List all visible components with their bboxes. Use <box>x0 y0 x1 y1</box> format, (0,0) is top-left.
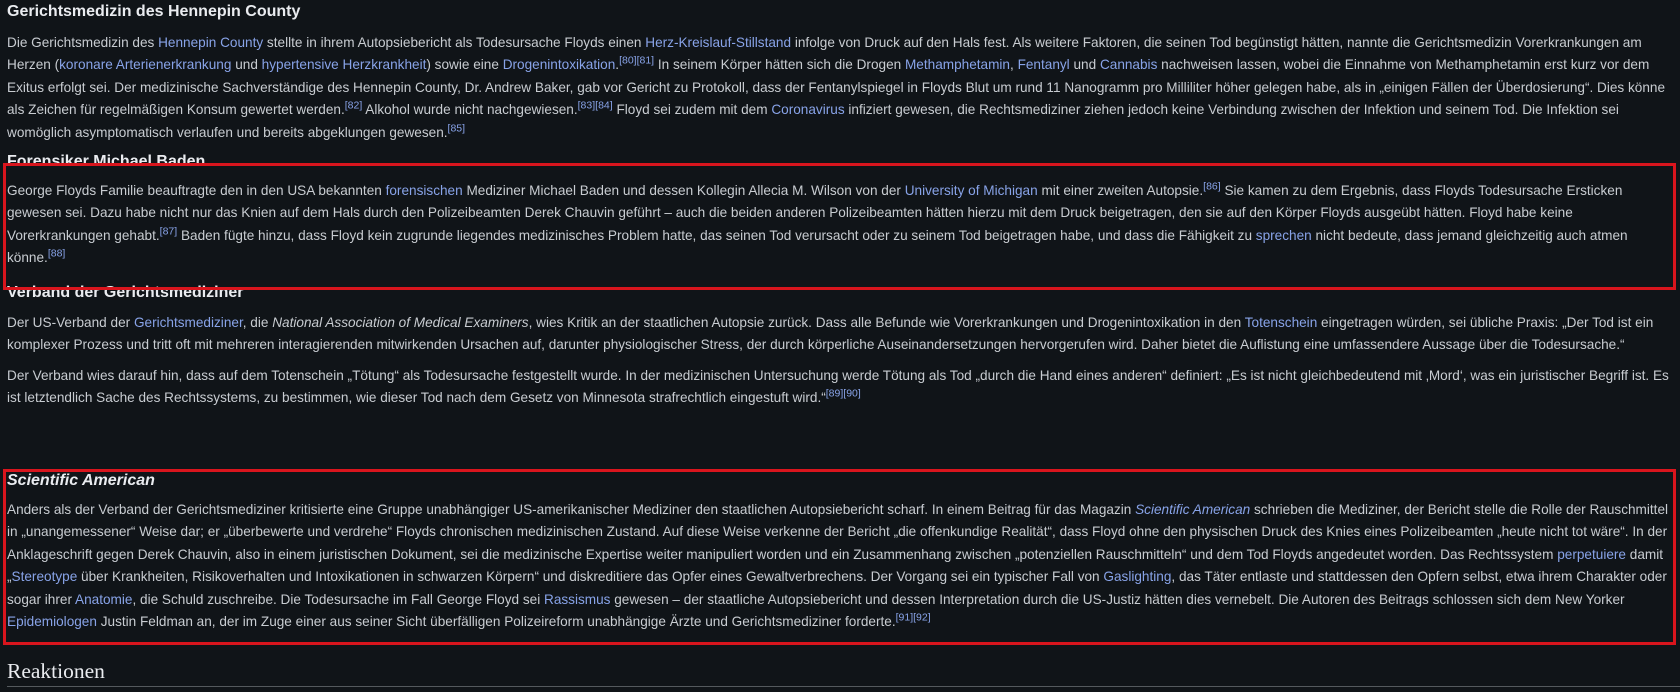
section-baden <box>7 150 1671 270</box>
text-run: Justin Feldman an, der im Zuge einer aus seiner Sicht überfälligen Polizeireform unabhängige Ärzte und Gerichtsmediziner forderte. <box>96 614 896 630</box>
section-heading-baden: Forensiker Michael Baden <box>7 153 206 170</box>
reference-link[interactable]: [84] <box>595 99 613 112</box>
reference-sup <box>913 612 931 624</box>
text-run: eingetragen würden, sei übliche Praxis: „Der Tod ist ein komplexer Prozess und tritt oft mit mehreren interagierenden mitwirkenden Ursachen auf, darunter physiologischer Stress, der durch körperliche Auseinandersetzungen hervorgerufen wird. Daher bietet die Auflistung eine umfassendere Aussage über die Todesursache.“ <box>7 315 1654 353</box>
italic-text: National Association of Medical Examiners <box>272 315 529 330</box>
wiki-link[interactable]: Totenschein <box>1244 315 1318 330</box>
reference-sup <box>637 55 655 67</box>
text-run: George Floyds Familie beauftragte den in den USA bekannten <box>7 183 386 198</box>
wiki-link[interactable]: Gerichtsmediziner <box>133 315 243 330</box>
wiki-link[interactable]: Drogenintoxikation <box>502 57 616 73</box>
text-run: Der US-Verband der <box>7 315 134 330</box>
section-heading-hennepin: Gerichtsmedizin des Hennepin County <box>7 3 301 20</box>
section-verband <box>7 281 1673 410</box>
text-run: infiziert gewesen, die Rechtsmediziner ziehen jedoch keine Verbindung zwischen der Infektion und seinem Tod. Die Infektion sei womöglich asymptomatisch verlaufen und bereits abgeklungen gewesen. <box>7 102 1619 140</box>
text-run: schrieben die Mediziner, der Bericht stelle die Rolle der Rauschmittel in „unangemessener“ Weise dar; er „überbewerte und verdrehe“ Floyds chronischen medizinischen Zustand. Auf diese Weise verkenne der Bericht „die offenkundige Realität“, dass Floyd ohne den physischen Druck des Knies eines Polizeibeamten „heute nicht tot wäre“. In der Anklageschrift gegen Derek Chauvin, also in einem juristischen Dokument, sei die medizinische Expertise weiter manipuliert worden und ein Zusammenhang zwischen „potenziellen Rauschmitteln“ und dem Tod Floyds angedeutet worden. Das Rechtssystem <box>7 502 1669 562</box>
reference-sup <box>619 55 637 67</box>
paragraph-baden <box>7 180 1671 270</box>
wiki-link[interactable]: Herz-Kreislauf-Stillstand <box>645 35 792 50</box>
reference-sup <box>896 612 914 624</box>
reference-sup <box>160 225 178 237</box>
reference-link[interactable]: [88] <box>47 247 66 260</box>
wiki-link[interactable]: sprechen <box>1255 227 1312 243</box>
text-run: , die <box>242 315 273 330</box>
reference-link[interactable]: [81] <box>636 54 655 67</box>
text-run: infolge von Druck auf den Hals fest. Als weitere Faktoren, die seinen Tod begünstigt hätten, nannte die Gerichtsmedizin Vorerkrankungen am Herzen ( <box>7 35 1642 73</box>
text-run: ) sowie eine <box>426 57 503 73</box>
reference-link[interactable]: [87] <box>159 225 178 238</box>
reference-sup <box>578 100 596 112</box>
text-run: Der Verband wies darauf hin, dass auf dem Totenschein „Tötung“ als Todesursache festgestellt wurde. In der medizinischen Untersuchung werde Tötung als Tod „durch die Hand eines anderen“ definiert: „Es ist nicht gleichbedeutend mit ‚Mord‘, was ein juristischer Begriff ist. Es ist letztendlich Sache des Rechtssystems, zu bestimmen, wie dieser Tod nach dem Gesetz von Minnesota strafrechtlich eingestuft wird.“ <box>7 367 1669 406</box>
text-run: , das Täter entlaste und stattdessen den Opfern selbst, etwa ihrem Charakter oder sogar ihrer <box>7 569 1667 607</box>
reference-sup <box>345 100 363 112</box>
wiki-link[interactable]: perpetuiere <box>1557 546 1626 562</box>
wiki-link[interactable]: Gaslighting <box>1103 569 1172 585</box>
wiki-link[interactable]: Scientific American <box>1135 502 1251 517</box>
text-run: nachweisen lassen, wobei die Einnahme von Methamphetamin erst kurz vor dem Exitus erfolgt sei. Der medizinische Sachverständige des Hennepin County, Dr. Andrew Baker, gab vor Gericht zu Protokoll, dass der Fentanylspiegel in Floyds Blut um rund 11 Nanogramm pro Milliliter höher gelegen habe, als in „einigen Fällen der Überdosierung“. Dies könne als Zeichen für regelmäßigen Konsum gewertet werden. <box>7 57 1666 118</box>
reference-link[interactable]: [91] <box>895 611 914 624</box>
reference-sup <box>448 122 466 134</box>
section-heading-reaktionen: Reaktionen <box>7 659 105 683</box>
text-run: , <box>1010 57 1018 73</box>
reference-link[interactable]: [86] <box>1203 180 1221 193</box>
reference-link[interactable]: [82] <box>344 99 363 112</box>
text-run: und <box>231 57 262 73</box>
section-hennepin <box>7 0 1673 144</box>
wiki-link[interactable]: koronare Arterienerkrankung <box>59 57 232 73</box>
reference-link[interactable]: [80] <box>619 54 637 67</box>
paragraph-verband-2 <box>7 365 1673 410</box>
text-run: mit einer zweiten Autopsie. <box>1037 183 1204 198</box>
reference-sup <box>843 388 861 400</box>
wiki-link[interactable]: Stereotype <box>11 569 78 585</box>
wiki-link[interactable]: Rassismus <box>544 591 611 607</box>
text-run: damit „ <box>7 546 1664 585</box>
text-run: Alkohol wurde nicht nachgewiesen. <box>362 102 578 118</box>
text-run: Mediziner Michael Baden und dessen Kollegin Allecia M. Wilson von der <box>462 183 905 198</box>
reference-sup <box>48 248 66 260</box>
paragraph-sciam <box>7 499 1673 633</box>
paragraph-hennepin <box>7 32 1673 144</box>
text-run: nicht bedeute, dass jemand gleichzeitig auch atmen könne. <box>7 227 1628 266</box>
text-run: Die Gerichtsmedizin des <box>7 35 159 50</box>
paragraph-verband-1 <box>7 312 1673 357</box>
text-run: , wies Kritik an der staatlichen Autopsie zurück. Dass alle Befunde wie Vorerkrankungen und Drogenintoxikation in den <box>528 315 1245 330</box>
text-run: und <box>1069 57 1100 73</box>
text-run: , die Schuld zuschreibe. Die Todesursache im Fall George Floyd sei <box>132 591 544 607</box>
section-heading-verband: Verband der Gerichtsmediziner <box>7 284 244 301</box>
section-heading-sciam-text: Scientific American <box>7 472 155 489</box>
wiki-link[interactable]: Cannabis <box>1099 57 1158 73</box>
section-heading-sciam <box>7 469 1673 493</box>
text-run: Anders als der Verband der Gerichtsmediziner kritisierte eine Gruppe unabhängiger US-amerikanischer Mediziner den staatlichen Autopsiebericht scharf. In einem Beitrag für das Magazin <box>7 502 1136 517</box>
text-run: . <box>615 57 620 73</box>
text-run: Sie kamen zu dem Ergebnis, dass Floyds Todesursache Ersticken gewesen sei. Dazu habe nicht nur das Knien auf dem Hals durch den Polizeibeamten Derek Chauvin geführt – auch die beiden anderen Polizeibeamten hätten hierzu mit dem Druck beigetragen, den sie auf den Körper Floyds ausgeübt hätten. Floyd habe keine Vorerkrankungen gehabt. <box>7 183 1623 243</box>
reference-link[interactable]: [85] <box>447 122 466 135</box>
heading-divider <box>7 686 1680 687</box>
reference-link[interactable]: [90] <box>843 387 861 400</box>
text-run: stellte in ihrem Autopsiebericht als Todesursache Floyds einen <box>263 35 646 50</box>
reference-link[interactable]: [92] <box>913 611 931 624</box>
text-run: Floyd sei zudem mit dem <box>612 102 772 118</box>
reference-sup <box>826 388 844 400</box>
wiki-link[interactable]: Coronavirus <box>771 102 845 118</box>
text-run: gewesen – der staatliche Autopsiebericht und dessen Interpretation durch die US-Justiz hätten dies vernebelt. Die Autoren des Beitrags schlossen sich dem New Yorker <box>610 591 1625 607</box>
wiki-link[interactable]: Hennepin County <box>158 35 264 50</box>
wiki-link[interactable]: University of Michigan <box>904 183 1038 198</box>
wiki-link[interactable]: Epidemiologen <box>7 614 97 630</box>
text-run: Baden fügte hinzu, dass Floyd kein zugrunde liegendes medizinisches Problem hatte, das seinen Tod verursacht oder zu seinem Tod beigetragen habe, und dass die Fähigkeit zu <box>177 227 1256 243</box>
reference-link[interactable]: [89] <box>825 387 844 400</box>
wiki-link[interactable]: Methamphetamin <box>904 57 1010 73</box>
wiki-link[interactable]: hypertensive Herzkrankheit <box>261 57 427 73</box>
wiki-link[interactable]: Anatomie <box>75 591 133 607</box>
reference-sup <box>1203 180 1221 192</box>
reference-link[interactable]: [83] <box>577 99 596 112</box>
text-run: über Krankheiten, Risikoverhalten und Intoxikationen in schwarzen Körpern“ und diskreditiere das Opfer eines Gewaltverbrechens. Der Vorgang sei ein typischer Fall von <box>77 569 1104 585</box>
wiki-link[interactable]: forensischen <box>385 183 463 198</box>
wiki-link[interactable]: Fentanyl <box>1017 57 1070 73</box>
section-sciam <box>7 469 1673 633</box>
text-run: In seinem Körper hätten sich die Drogen <box>654 57 905 73</box>
reference-sup <box>595 100 613 112</box>
section-reaktionen <box>7 657 105 685</box>
